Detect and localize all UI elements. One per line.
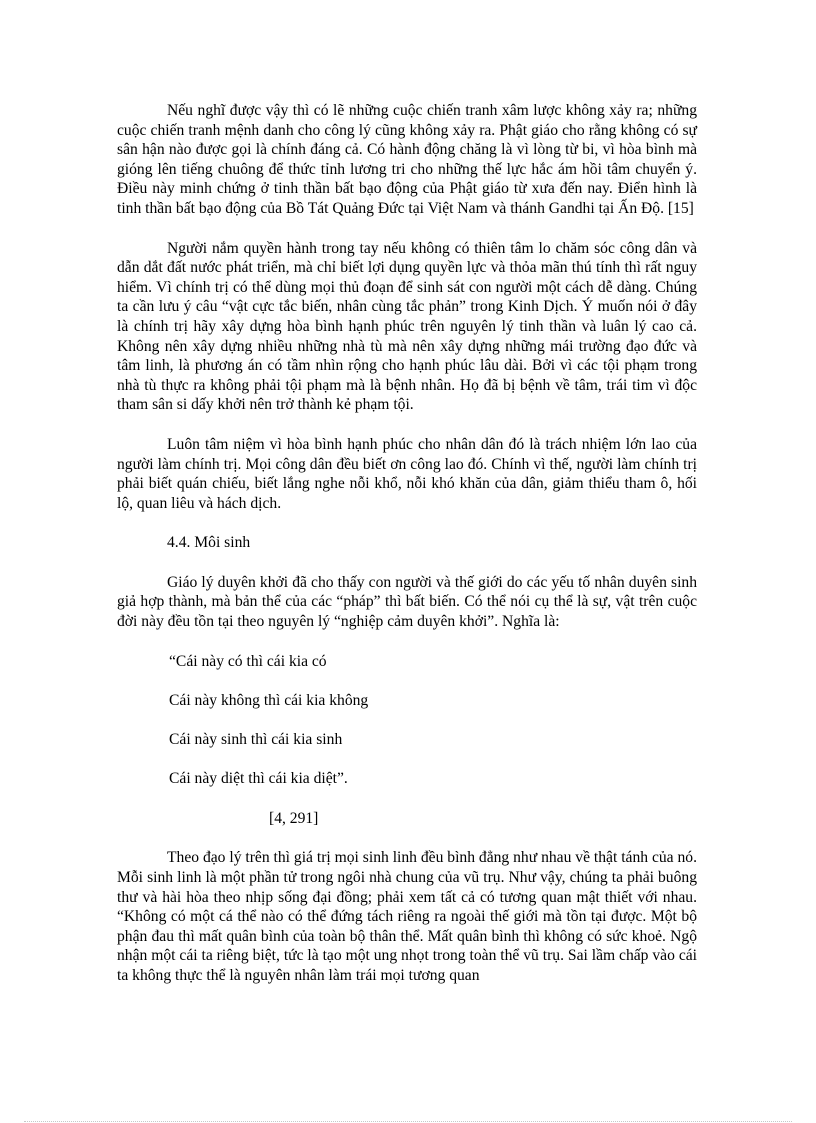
verse-line: Cái này sinh thì cái kia sinh <box>169 731 343 749</box>
citation: [4, 291] <box>269 809 319 827</box>
verse-line: “Cái này có thì cái kia có <box>169 652 327 670</box>
paragraph-equality: Theo đạo lý trên thì giá trị mọi sinh linh đều bình đẳng như nhau về thật tánh của nó. Mỗi sinh linh là một phần tử trong ngôi nhà chung của vũ trụ. Như vậy, chúng ta phải buông thư và hài hòa theo nhịp sống đại đồng; phải xem tất cả có tương quan mật thiết với nhau. “Không có một cá thể nào có thể đứng tách riêng ra ngoài thế giới mà tồn tại được. Một bộ phận đau thì mất quân bình của toàn bộ thân thể. Mất quân bình thì không có sức khoẻ. Ngộ nhận một cái ta riêng biệt, tức là tạo một ung nhọt trong toàn thể vũ trụ. Sai lầm chấp vào cái ta không thực thể là nguyên nhân làm trái mọi tương quan <box>117 849 697 984</box>
paragraph-nonviolence: Nếu nghĩ được vậy thì có lẽ những cuộc chiến tranh xâm lược không xảy ra; những cuộc chiến tranh mệnh danh cho công lý cũng không xảy ra. Phật giáo cho rằng không có sự sân hận nào được gọi là chính đáng cả. Có hành động chăng là vì lòng từ bi, vì hòa bình mà gióng lên tiếng chuông để thức tỉnh lương tri cho những thế lực hắc ám hồi tâm chuyển ý. Điều này minh chứng ở tinh thần bất bạo động của Phật giáo từ xưa đến nay. Điển hình là tinh thần bất bạo động của Bồ Tát Quảng Đức tại Việt Nam và thánh Gandhi tại Ấn Độ. [15] <box>117 102 697 217</box>
paragraph-political-power: Người nắm quyền hành trong tay nếu không có thiên tâm lo chăm sóc công dân và dẫn dắt đất nước phát triển, mà chỉ biết lợi dụng quyền lực và thỏa mãn thú tính thì rất nguy hiểm. Vì chính trị có thể dùng mọi thủ đoạn để sinh sát con người một cách dễ dàng. Chúng ta cần lưu ý câu “vật cực tắc biến, nhân cùng tắc phản” trong Kinh Dịch. Ý muốn nói ở đây là chính trị hãy xây dựng hòa bình hạnh phúc trên nguyên lý tinh thần và luân lý cao cả. Không nên xây dựng nhiều những nhà tù mà nên xây dựng những mái trường đạo đức và tâm linh, là phương án có tầm nhìn rộng cho hạnh phúc lâu dài. Bởi vì các tội phạm trong nhà tù thực ra không phải tội phạm mà là bệnh nhân. Họ đã bị bệnh về tâm, trái tim vì độc tham sân si dấy khởi nên trở thành kẻ phạm tội. <box>117 239 697 414</box>
verse-line: Cái này diệt thì cái kia diệt”. <box>169 770 348 788</box>
paragraph-responsibility: Luôn tâm niệm vì hòa bình hạnh phúc cho nhân dân đó là trách nhiệm lớn lao của người làm chính trị. Mọi công dân đều biết ơn công lao đó. Chính vì thế, người làm chính trị phải biết quán chiếu, biết lắng nghe nỗi khổ, nỗi khó khăn của dân, giảm thiểu tham ô, hối lộ, quan liêu và hách dịch. <box>117 435 697 512</box>
verse-quote <box>117 652 697 789</box>
verse-line: Cái này không thì cái kia không <box>169 691 369 709</box>
paragraph-dependent-origination: Giáo lý duyên khởi đã cho thấy con người và thế giới do các yếu tố nhân duyên sinh giả hợp thành, mà bản thể của các “pháp” thì bất biến. Có thể nói cụ thể là sự, vật trên cuộc đời này đều tồn tại theo nguyên lý “nghiệp cảm duyên khởi”. Nghĩa là: <box>117 573 697 631</box>
page-bottom-rule <box>24 1121 792 1122</box>
body-text <box>117 101 697 986</box>
section-heading: 4.4. Môi sinh <box>167 534 251 552</box>
